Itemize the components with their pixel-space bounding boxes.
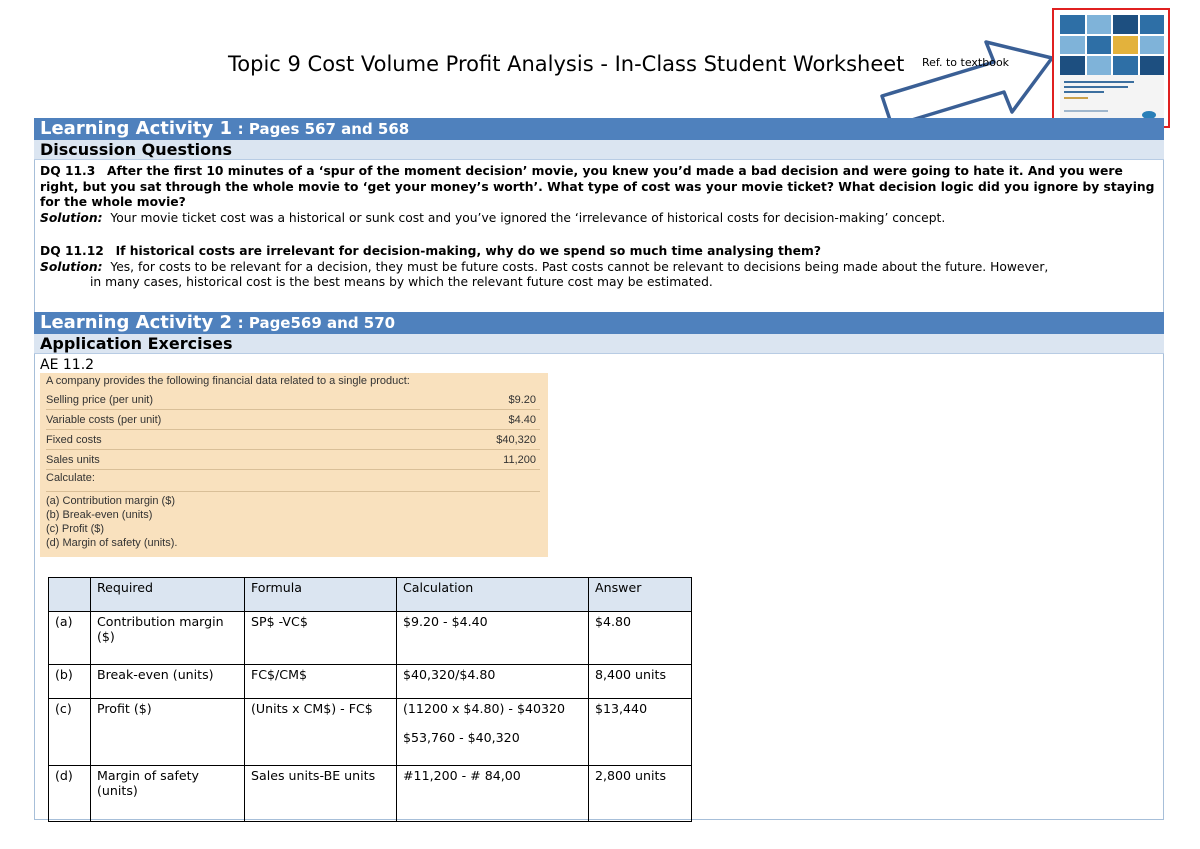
exercise-row xyxy=(46,451,540,470)
table-cell-answer: $4.80 xyxy=(589,612,692,665)
table-cell-calculation xyxy=(397,665,589,699)
table-cell-required: Margin of safety (units) xyxy=(91,766,245,822)
exercise-items xyxy=(46,491,540,550)
table-cell-calculation xyxy=(397,766,589,822)
table-cell-calculation xyxy=(397,699,589,766)
table-cell-required: Profit ($) xyxy=(91,699,245,766)
dq-11-3-solution xyxy=(40,211,1154,227)
exercise-row-label: Variable costs (per unit) xyxy=(46,414,162,426)
dq-11-3-label: DQ 11.3 xyxy=(40,164,96,178)
exercise-row xyxy=(46,411,540,430)
table-cell-answer: 2,800 units xyxy=(589,766,692,822)
learning-activity-1-header xyxy=(34,118,1164,140)
activity-2-title: Learning Activity 2 xyxy=(40,312,233,333)
table-cell-required: Contribution margin ($) xyxy=(91,612,245,665)
learning-activity-2-header xyxy=(34,312,1164,334)
table-header-cell xyxy=(49,578,91,612)
calculation-line: $9.20 - $4.40 xyxy=(403,614,488,629)
exercise-row-value: $9.20 xyxy=(508,394,536,406)
table-row xyxy=(49,612,692,665)
exercise-label: AE 11.2 xyxy=(40,357,95,373)
discussion-questions-header: Discussion Questions xyxy=(34,140,1164,160)
dq-11-12-label: DQ 11.12 xyxy=(40,244,104,258)
exercise-item: (a) Contribution margin ($) xyxy=(46,495,175,507)
exercise-calculate-label: Calculate: xyxy=(46,472,95,484)
application-exercises-header: Application Exercises xyxy=(34,334,1164,354)
dq-11-3-question-line-3 xyxy=(40,195,1154,211)
activity-2-pages: : Page569 and 570 xyxy=(237,314,396,332)
exercise-row-label: Selling price (per unit) xyxy=(46,394,153,406)
activity-1-pages: : Pages 567 and 568 xyxy=(237,120,410,138)
page-title: Topic 9 Cost Volume Profit Analysis - In-Class Student Worksheet xyxy=(228,52,905,76)
dq-11-12-solution-text: Yes, for costs to be relevant for a decision, they must be future costs. Past costs cannot be relevant to decisions being made about the future. However, xyxy=(110,259,1049,274)
textbook-cover-image xyxy=(1052,8,1170,128)
exercise-intro: A company provides the following financial data related to a single product: xyxy=(46,375,410,387)
textbook-reference-label: Ref. to textbook xyxy=(922,56,1010,69)
table-cell-id: (d) xyxy=(49,766,91,822)
dq-11-12-question xyxy=(40,244,1048,260)
table-header-cell: Calculation xyxy=(397,578,589,612)
calculation-line: $40,320/$4.80 xyxy=(403,667,496,682)
dq-11-12-question-text: If historical costs are irrelevant for decision-making, why do we spend so much time analysing them? xyxy=(115,244,821,258)
dq-11-12-block xyxy=(40,244,1048,291)
arrow-pointer-icon xyxy=(876,34,1056,130)
exercise-data-box xyxy=(40,373,548,557)
exercise-row-value: $4.40 xyxy=(508,414,536,426)
dq-11-3-block xyxy=(40,164,1154,226)
table-header-cell: Answer xyxy=(589,578,692,612)
dq-11-3-question-text-2: right, but you sat through the whole movie to ‘get your money’s worth’. What type of cost was your movie ticket? What decision logic did you ignore by staying xyxy=(40,179,1155,194)
activity-1-title: Learning Activity 1 xyxy=(40,118,233,139)
exercise-row-label: Fixed costs xyxy=(46,434,102,446)
table-row xyxy=(49,766,692,822)
table-header-cell: Required xyxy=(91,578,245,612)
exercise-item: (b) Break-even (units) xyxy=(46,509,153,521)
exercise-row xyxy=(46,431,540,450)
table-cell-formula: (Units x CM$) - FC$ xyxy=(245,699,397,766)
dq-11-3-question-line-1 xyxy=(40,164,1154,180)
exercise-row-value: $40,320 xyxy=(496,434,536,446)
dq-11-12-solution xyxy=(40,260,1048,276)
table-row xyxy=(49,699,692,766)
calculation-line: $53,760 - $40,320 xyxy=(403,730,520,745)
table-cell-id: (b) xyxy=(49,665,91,699)
solution-label: Solution: xyxy=(40,259,103,274)
exercise-item: (d) Margin of safety (units). xyxy=(46,537,178,549)
table-cell-calculation xyxy=(397,612,589,665)
table-cell-formula: SP$ -VC$ xyxy=(245,612,397,665)
table-cell-required: Break-even (units) xyxy=(91,665,245,699)
table-cell-id: (c) xyxy=(49,699,91,766)
dq-11-3-question-line-2 xyxy=(40,180,1154,196)
table-cell-formula: FC$/CM$ xyxy=(245,665,397,699)
dq-11-3-question-text-3: for the whole movie? xyxy=(40,195,186,209)
table-cell-formula: Sales units-BE units xyxy=(245,766,397,822)
dq-11-3-question-text: After the first 10 minutes of a ‘spur of the moment decision’ movie, you knew you’d made a bad decision and were going to hate it. And you were xyxy=(107,164,1123,178)
table-header-cell: Formula xyxy=(245,578,397,612)
table-cell-answer: 8,400 units xyxy=(589,665,692,699)
table-cell-id: (a) xyxy=(49,612,91,665)
dq-11-12-solution-line-2: in many cases, historical cost is the best means by which the relevant future cost may be estimated. xyxy=(90,275,713,289)
exercise-row-label: Sales units xyxy=(46,454,100,466)
exercise-item: (c) Profit ($) xyxy=(46,523,105,535)
solution-table xyxy=(48,577,692,822)
dq-11-3-solution-text: Your movie ticket cost was a historical or sunk cost and you’ve ignored the ‘irrelevance of historical costs for decision-making’ concept. xyxy=(110,210,946,225)
table-row xyxy=(49,665,692,699)
solution-label: Solution: xyxy=(40,210,103,225)
table-header-row xyxy=(49,578,692,612)
calculation-line: (11200 x $4.80) - $40320 xyxy=(403,701,566,716)
table-cell-answer: $13,440 xyxy=(589,699,692,766)
calculation-line: #11,200 - # 84,00 xyxy=(403,768,521,783)
exercise-row-value: 11,200 xyxy=(503,454,536,466)
exercise-row xyxy=(46,391,540,410)
